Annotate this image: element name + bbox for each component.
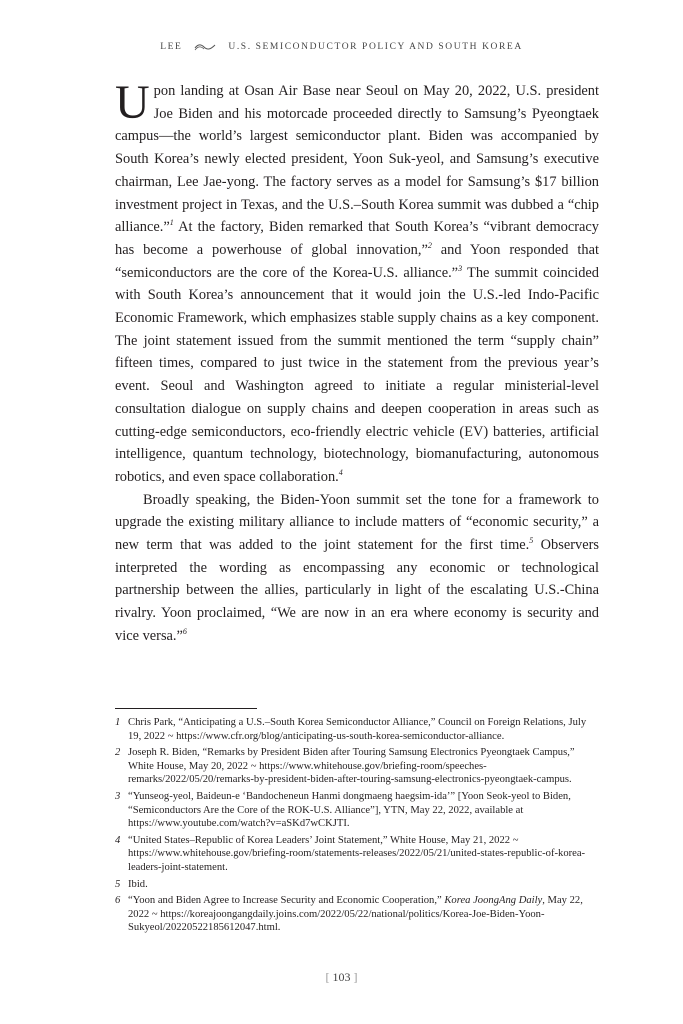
footnote-text: Chris Park, “Anticipating a U.S.–South Korea Semiconductor Alliance,” Council on Foreign Relations, July 19, 2022 ~ https://www.cfr.org/blog/anticipating-us-south-korea-semiconductor-alliance. [128,717,587,742]
footnote-number: 2 [115,747,121,759]
footnote-ref-2[interactable]: 2 [427,241,432,251]
running-head-title: U.S. SEMICONDUCTOR POLICY AND SOUTH KOREA [228,42,523,52]
paragraph-1 [115,76,599,489]
drop-cap: U [115,76,150,129]
p1-text-2: At the factory, Biden remarked that South Korea’s “vibrant democracy has become a powerhouse of global innovation,” [115,219,599,258]
footnote-ref-3[interactable]: 3 [458,263,463,273]
p2-text-2: Observers interpreted the wording as encompassing any economic or technological partnership between the allies, particularly in light of the escalating U.S.-China rivalry. Yoon proclaimed, “We are now in an era where economy is security and vice versa.” [115,537,599,644]
p1-text-3: and Yoon responded that “semiconductors are the core of the Korea-U.S. alliance.” [115,241,599,281]
footnote-text: Joseph R. Biden, “Remarks by President Biden after Touring Samsung Electronics Pyeongtaek Campus,” White House, May 20, 2022 ~ https://www.whitehouse.gov/briefing-room/speeches-remarks/2022/05/20/remarks-by-president-biden-after-touring-samsung-electronics-pyeongtaek-campus. [128,747,575,786]
footnote-item [115,834,599,875]
footnote-ref-5[interactable]: 5 [529,536,534,546]
footnote-number: 6 [115,895,121,907]
footnote-item [115,790,599,831]
footnote-text-pre: “Yoon and Biden Agree to Increase Security and Economic Cooperation,” [128,895,445,907]
footnote-number: 5 [115,878,121,890]
p2-text-1: Broadly speaking, the Biden-Yoon summit set the tone for a framework to upgrade the existing military alliance to include matters of “economic security,” a new term that was added to the joint statement for the first time. [115,491,599,554]
page-number-left-bracket: [ [325,970,330,984]
running-head [0,42,683,52]
footnote-journal-title: Korea JoongAng Daily [444,895,543,907]
footnote-ref-1[interactable]: 1 [169,218,174,228]
footnotes [115,716,599,938]
footnote-item [115,878,599,892]
footnote-text: “United States–Republic of Korea Leaders’ Joint Statement,” White House, May 21, 2022 ~ https://www.whitehouse.gov/briefing-room/statements-releases/2022/05/21/united-states-republic-of-korea-leaders-joint-statement. [128,834,586,873]
footnote-number: 4 [115,834,121,846]
wave-ornament-icon [194,43,216,51]
p1-text-4: The summit coincided with South Korea’s announcement that it would join the U.S.-led Indo-Pacific Economic Framework, which emphasizes stable supply chains as a key component. The joint statement issued from the summit mentioned the term “supply chain” fifteen times, compared to just twice in the statement from the previous year’s event. Seoul and Washington agreed to initiate a regular ministerial-level consultation dialogue on supply chains and deepen cooperation in areas such as cutting-edge semiconductors, eco-friendly electric vehicle (EV) batteries, artificial intelligence, quantum technology, biotechnology, biomanufacturing, autonomous robotics, and even space collaboration. [115,264,599,485]
footnote-item [115,894,599,935]
footnote-text: “Yunseog-yeol, Baideun-e ‘Bandocheneun Hanmi dongmaeng haegsim-ida’” [Yoon Seok-yeol to Biden, “Semiconductors Are the Core of the ROK-U.S. Alliance”], YTN, May 22, 2022, available at https://www.youtube.com/watch?v=aSKd7wCKJTI. [128,790,571,830]
footnote-item [115,716,599,743]
paragraph-2 [115,489,599,648]
footnote-ref-4[interactable]: 4 [338,468,343,478]
footnote-item [115,746,599,787]
footnote-ref-6[interactable]: 6 [182,627,187,637]
body-text [115,76,599,648]
footnote-text: Ibid. [128,878,148,890]
page-number-right-bracket: ] [353,970,358,984]
p1-text-1: pon landing at Osan Air Base near Seoul on May 20, 2022, U.S. president Joe Biden and his motorcade proceeded directly to Samsung’s Pyeongtaek campus—the world’s largest semiconductor plant. Biden was accompanied by South Korea’s newly elected president, Yoon Suk-yeol, and Samsung’s executive chairman, Lee Jae-yong. The factory serves as a model for Samsung’s $17 billion investment project in Texas, and the U.S.–South Korea summit was dubbed a “chip alliance.” [115,83,599,236]
page-number-value: 103 [332,970,351,984]
footnote-number: 1 [115,717,121,728]
footnote-number: 3 [115,790,121,802]
footnote-text-post: , May 22, 2022 ~ https://koreajoongangdaily.joins.com/2022/05/22/national/politics/Korea-Joe-Biden-Yoon-Sukyeol/20220522185612047.html. [128,895,583,934]
footnote-text [128,894,599,935]
footnote-divider [115,708,257,709]
page-number [0,970,683,985]
running-head-author: LEE [160,42,183,52]
